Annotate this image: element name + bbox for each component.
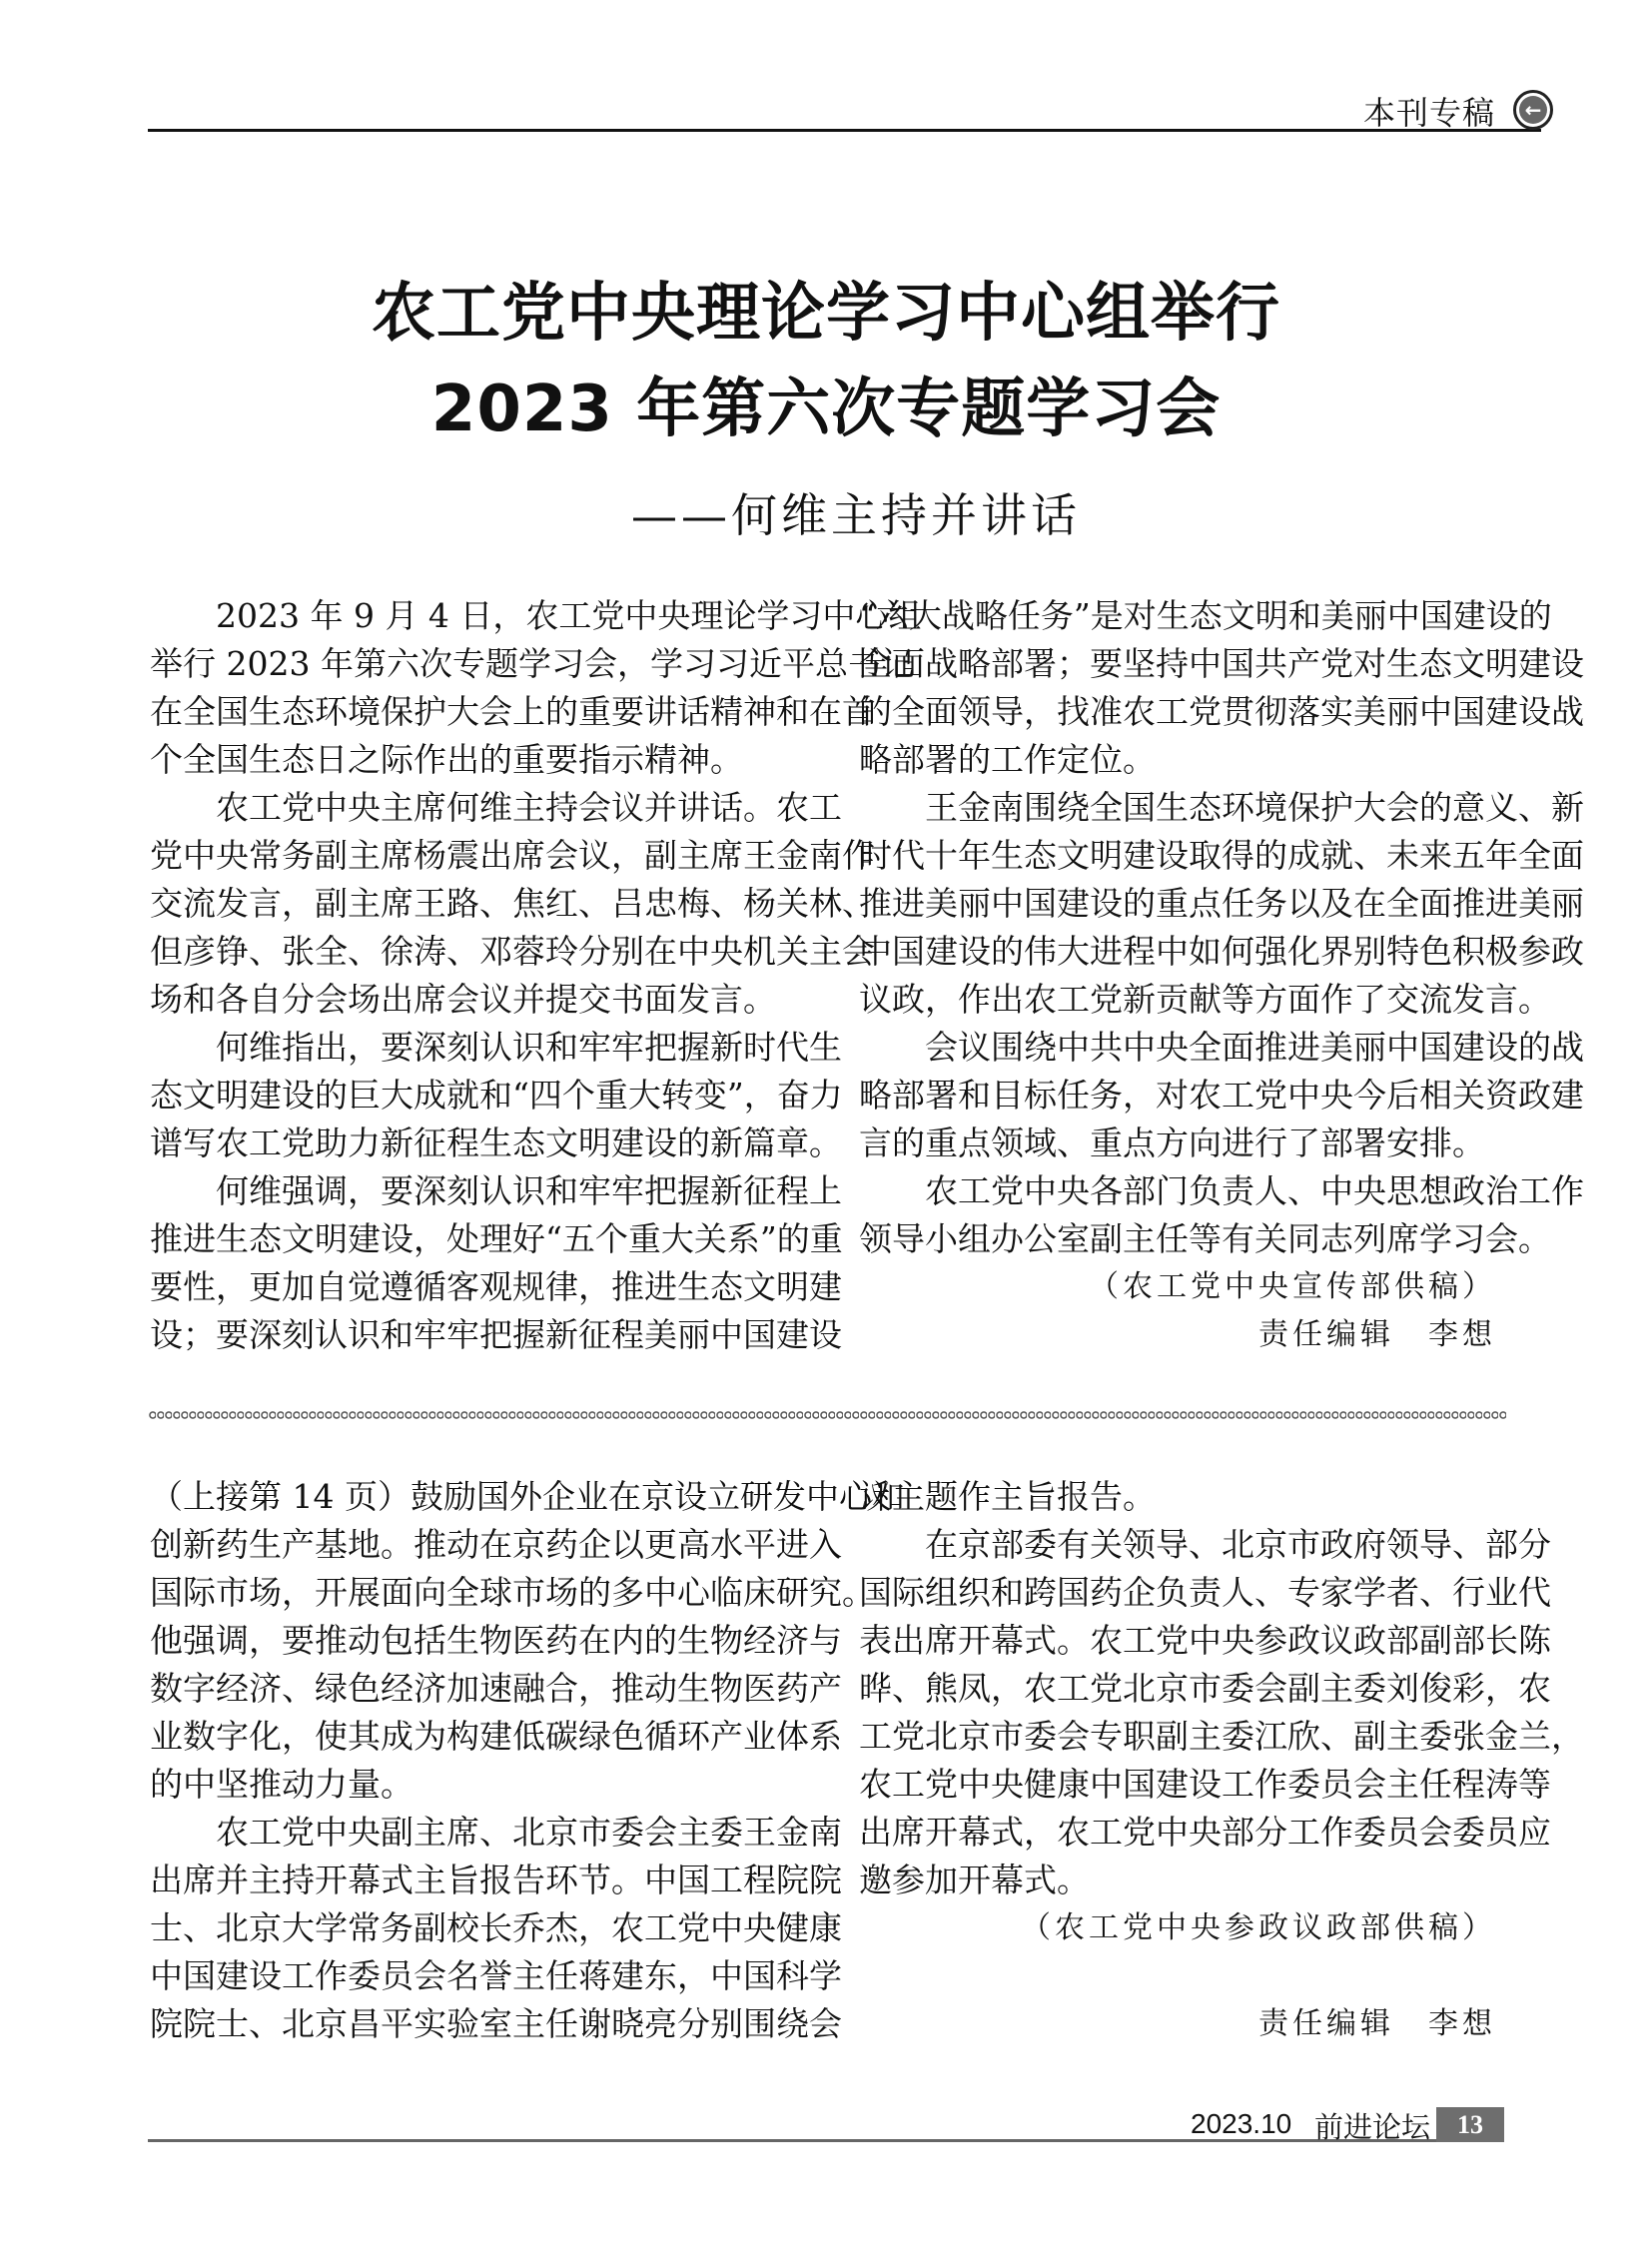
text-line: 议政，作出农工党新贡献等方面作了交流发言。 [859,980,1551,1019]
byline: （农工党中央参政议政部供稿） [1021,1910,1496,1945]
text-line: 他强调，要推动包括生物医药在内的生物经济与 [150,1621,842,1660]
text-line: 设；要深刻认识和牢牢把握新征程美丽中国建设 [150,1315,842,1354]
text-line: 2023 年 9 月 4 日，农工党中央理论学习中心组 [216,596,922,635]
text-line: 推进美丽中国建设的重点任务以及在全面推进美丽 [859,884,1584,923]
section-divider [148,1410,1506,1420]
text-line: 出席并主持开幕式主旨报告环节。中国工程院院 [150,1861,842,1899]
byline: 责任编辑 李想 [1258,2006,1496,2041]
text-line: （上接第 14 页）鼓励国外企业在京设立研发中心和 [150,1477,905,1516]
magazine-name: 前进论坛 [1314,2110,1431,2144]
article-title-line1: 农工党中央理论学习中心组举行 [372,277,1280,351]
text-line: 国际组织和跨国药企负责人、专家学者、行业代 [859,1573,1551,1612]
text-line: 农工党中央各部门负责人、中央思想政治工作 [925,1171,1584,1210]
text-line: 院院士、北京昌平实验室主任谢晓亮分别围绕会 [150,2004,842,2043]
text-line: 全面战略部署；要坚持中国共产党对生态文明建设 [859,644,1584,683]
article1-column-right [859,592,1584,1359]
text-line: 略部署的工作定位。 [859,740,1156,779]
text-line: 创新药生产基地。推动在京药企以更高水平进入 [150,1525,842,1564]
issue-date: 2023.10 [1191,2108,1292,2139]
header-rule [148,129,1541,132]
text-line: 晔、熊凤，农工党北京市委会副主委刘俊彩，农 [859,1669,1551,1708]
text-line: 王金南围绕全国生态环境保护大会的意义、新 [925,788,1584,827]
text-line: 何维强调，要深刻认识和牢牢把握新征程上 [216,1171,842,1210]
text-line: 中国建设的伟大进程中如何强化界别特色积极参政 [859,932,1584,971]
article2-column-left [150,1473,905,2048]
text-line: 国际市场，开展面向全球市场的多中心临床研究。 [150,1573,875,1612]
text-line: 要性，更加自觉遵循客观规律，推进生态文明建 [150,1267,842,1306]
text-line: 谱写农工党助力新征程生态文明建设的新篇章。 [150,1123,842,1162]
text-line: “六大战略任务”是对生态文明和美丽中国建设的 [859,596,1552,635]
text-line: 举行 2023 年第六次专题学习会，学习习近平总书记 [150,644,914,683]
text-line: 时代十年生态文明建设取得的成就、未来五年全面 [859,836,1584,875]
section-label: 本刊专稿 [1363,94,1496,132]
article1-column-left [150,592,922,1359]
text-line: 士、北京大学常务副校长乔杰，农工党中央健康 [150,1908,842,1947]
text-line: 领导小组办公室副主任等有关同志列席学习会。 [859,1219,1551,1258]
text-line: 但彦铮、张全、徐涛、邓蓉玲分别在中央机关主会 [150,932,875,971]
page-number: 13 [1436,2107,1504,2142]
text-line: 业数字化，使其成为构建低碳绿色循环产业体系 [150,1717,842,1756]
text-line: 邀参加开幕式。 [859,1861,1090,1899]
text-line: 言的重点领域、重点方向进行了部署安排。 [859,1123,1485,1162]
text-line: 推进生态文明建设，处理好“五个重大关系”的重 [150,1219,843,1258]
text-line: 的全面领导，找准农工党贯彻落实美丽中国建设战 [859,692,1584,731]
text-line: 农工党中央主席何维主持会议并讲话。农工 [216,788,842,827]
article-title-line2: 2023 年第六次专题学习会 [430,373,1222,446]
text-line: 的中坚推动力量。 [150,1765,413,1804]
byline: （农工党中央宣传部供稿） [1089,1269,1496,1304]
text-line: 数字经济、绿色经济加速融合，推动生物医药产 [150,1669,842,1708]
text-line: 何维指出，要深刻认识和牢牢把握新时代生 [216,1028,842,1067]
text-line: 交流发言，副主席王路、焦红、吕忠梅、杨关林、 [150,884,875,923]
text-line: 议主题作主旨报告。 [859,1477,1156,1516]
text-line: 农工党中央健康中国建设工作委员会主任程涛等 [859,1765,1551,1804]
back-arrow-circle-icon: ← [1513,90,1553,130]
article2-column-right [859,1473,1584,2048]
text-line: 在京部委有关领导、北京市政府领导、部分 [925,1525,1551,1564]
text-line: 出席开幕式，农工党中央部分工作委员会委员应 [859,1813,1551,1852]
byline: 责任编辑 李想 [1258,1317,1496,1352]
article-subtitle: ——何维主持并讲话 [631,488,1081,542]
text-line: 农工党中央副主席、北京市委会主委王金南 [216,1813,842,1852]
text-line [859,1952,1496,2000]
text-line: 中国建设工作委员会名誉主任蒋建东，中国科学 [150,1956,842,1995]
text-line: 场和各自分会场出席会议并提交书面发言。 [150,980,776,1019]
text-line: 党中央常务副主席杨震出席会议，副主席王金南作 [150,836,875,875]
text-line: 在全国生态环境保护大会上的重要讲话精神和在首 [150,692,875,731]
text-line: 个全国生态日之际作出的重要指示精神。 [150,740,743,779]
text-line: 会议围绕中共中央全面推进美丽中国建设的战 [925,1028,1584,1067]
text-line: 态文明建设的巨大成就和“四个重大转变”，奋力 [150,1076,843,1115]
text-line: 工党北京市委会专职副主委江欣、副主委张金兰， [859,1717,1584,1756]
text-line: 表出席开幕式。农工党中央参政议政部副部长陈 [859,1621,1551,1660]
text-line: 略部署和目标任务，对农工党中央今后相关资政建 [859,1076,1584,1115]
